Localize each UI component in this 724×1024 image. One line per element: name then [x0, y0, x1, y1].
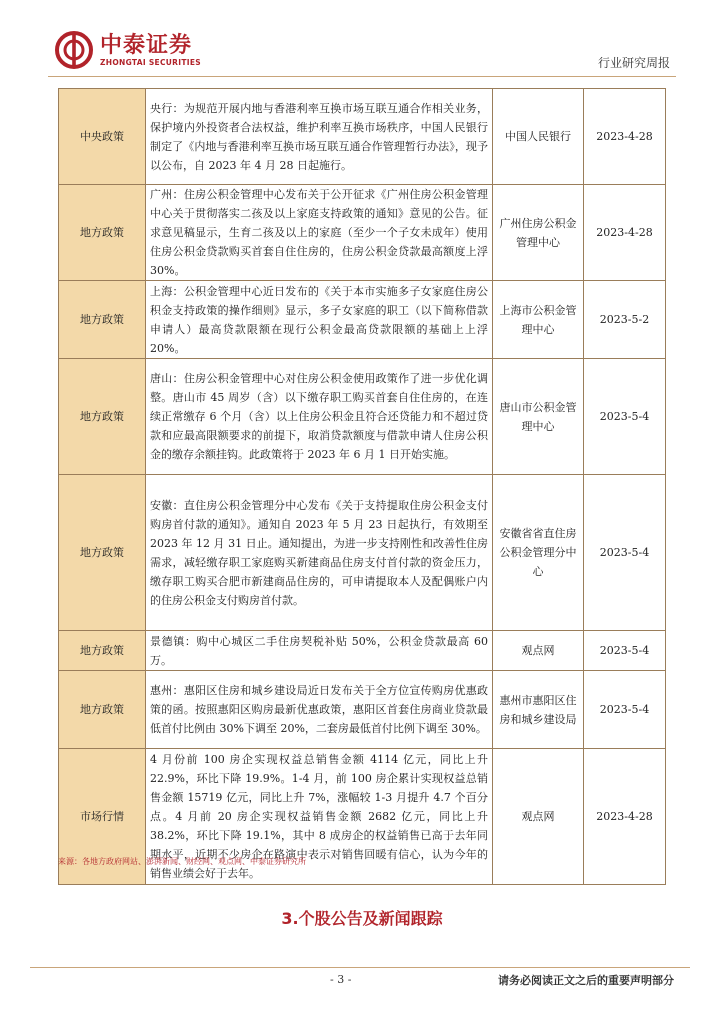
row-content: 惠州：惠阳区住房和城乡建设局近日发布关于全方位宣传购房优惠政策的函。按照惠阳区购房最新优惠政策，惠阳区首套住房商业贷款最低首付比例由 30%下调至 20%，二套房最低首付比例下调至 30%。 — [146, 671, 493, 749]
table-source-note: 来源：各地方政府网站、澎湃新闻、财经网、观点网、中泰证券研究所 — [58, 857, 306, 866]
page-number: - 3 - — [330, 973, 352, 986]
row-date: 2023-5-4 — [584, 475, 666, 631]
row-source: 安徽省省直住房公积金管理分中心 — [493, 475, 584, 631]
row-source: 广州住房公积金管理中心 — [493, 185, 584, 281]
zhongtai-logo-icon — [54, 30, 94, 70]
row-content: 上海：公积金管理中心近日发布的《关于本市实施多子女家庭住房公积金支持政策的操作细则》显示，多子女家庭的职工（以下简称借款申请人）最高贷款限额在现行公积金最高贷款限额的基础上上浮 20%。 — [146, 281, 493, 359]
table-row — [59, 281, 666, 359]
table-row — [59, 631, 666, 671]
logo-english-name: ZHONGTAI SECURITIES — [100, 57, 201, 67]
page-header — [48, 28, 676, 77]
row-date: 2023-4-28 — [584, 185, 666, 281]
row-category: 地方政策 — [59, 359, 146, 475]
footer-disclaimer: 请务必阅读正文之后的重要声明部分 — [498, 974, 674, 987]
row-source: 惠州市惠阳区住房和城乡建设局 — [493, 671, 584, 749]
table-row — [59, 359, 666, 475]
row-content: 广州：住房公积金管理中心发布关于公开征求《广州住房公积金管理中心关于贯彻落实二孩及以上家庭支持政策的通知》意见的公告。征求意见稿显示，生育二孩及以上的家庭（至少一个子女未成年）使用住房公积金贷款购买首套自住住房的，住房公积金贷款最高额度上浮 30%。 — [146, 185, 493, 281]
row-content: 唐山：住房公积金管理中心对住房公积金使用政策作了进一步优化调整。唐山市 45 周岁（含）以下缴存职工购买首套自住住房的，在连续正常缴存 6 个月（含）以上住房公积金且符合还贷能力和不超过贷款和应最高限额要求的前提下，取消贷款额度与借款申请人住房公积金的缴存余额挂钩。此政策将于 2023 年 6 月 1 日开始实施。 — [146, 359, 493, 475]
row-category: 地方政策 — [59, 671, 146, 749]
row-content: 景德镇：购中心城区二手住房契税补贴 50%，公积金贷款最高 60 万。 — [146, 631, 493, 671]
policy-table — [58, 88, 666, 885]
row-source: 观点网 — [493, 749, 584, 885]
row-date: 2023-5-4 — [584, 631, 666, 671]
row-content: 安徽：直住房公积金管理分中心发布《关于支持提取住房公积金支付购房首付款的通知》。通知自 2023 年 5 月 23 日起执行，有效期至 2023 年 12 月 31 日止。通知提出，为进一步支持刚性和改善性住房需求，减轻缴存职工家庭购买新建商品住房支付首付款的资金压力，缴存职工购买合肥市新建商品住房的，可申请提取本人及配偶账户内的住房公积金支付购房首付款。 — [146, 475, 493, 631]
row-content: 央行：为规范开展内地与香港利率互换市场互联互通合作相关业务，保护境内外投资者合法权益，维护利率互换市场秩序，中国人民银行制定了《内地与香港利率互换市场互联互通合作管理暂行办法》，现予以公布，自 2023 年 4 月 28 日起施行。 — [146, 89, 493, 185]
row-date: 2023-5-2 — [584, 281, 666, 359]
table-row — [59, 185, 666, 281]
row-date: 2023-4-28 — [584, 89, 666, 185]
logo-chinese-name: 中泰证券 — [100, 32, 193, 58]
row-category: 地方政策 — [59, 631, 146, 671]
table-row — [59, 475, 666, 631]
row-category: 地方政策 — [59, 475, 146, 631]
row-date: 2023-5-4 — [584, 359, 666, 475]
footer-divider — [30, 967, 690, 968]
row-category: 中央政策 — [59, 89, 146, 185]
row-source: 观点网 — [493, 631, 584, 671]
row-date: 2023-4-28 — [584, 749, 666, 885]
company-logo — [54, 28, 201, 72]
table-row — [59, 89, 666, 185]
section-title: 3.个股公告及新闻跟踪 — [281, 909, 443, 928]
row-source: 中国人民银行 — [493, 89, 584, 185]
row-source: 唐山市公积金管理中心 — [493, 359, 584, 475]
table-row — [59, 671, 666, 749]
row-date: 2023-5-4 — [584, 671, 666, 749]
row-category: 市场行情 — [59, 749, 146, 885]
row-category: 地方政策 — [59, 185, 146, 281]
report-type-label: 行业研究周报 — [597, 56, 670, 70]
row-source: 上海市公积金管理中心 — [493, 281, 584, 359]
row-content: 4 月份前 100 房企实现权益总销售金额 4114 亿元，同比上升 22.9%，环比下降 19.9%。1-4 月，前 100 房企累计实现权益总销售金额 15719 亿元，同比上升 7%，涨幅较 1-3 月提升 4.7 个百分点。4 月前 20 房企实现权益销售金额 2682 亿元，同比上升 38.2%，环比下降 19.1%，其中 8 成房企的权益销售已高于去年同期水平，近期不少房企在路演中表示对销售回暖有信心，认为今年的销售业绩会好于去年。 — [146, 749, 493, 885]
row-category: 地方政策 — [59, 281, 146, 359]
